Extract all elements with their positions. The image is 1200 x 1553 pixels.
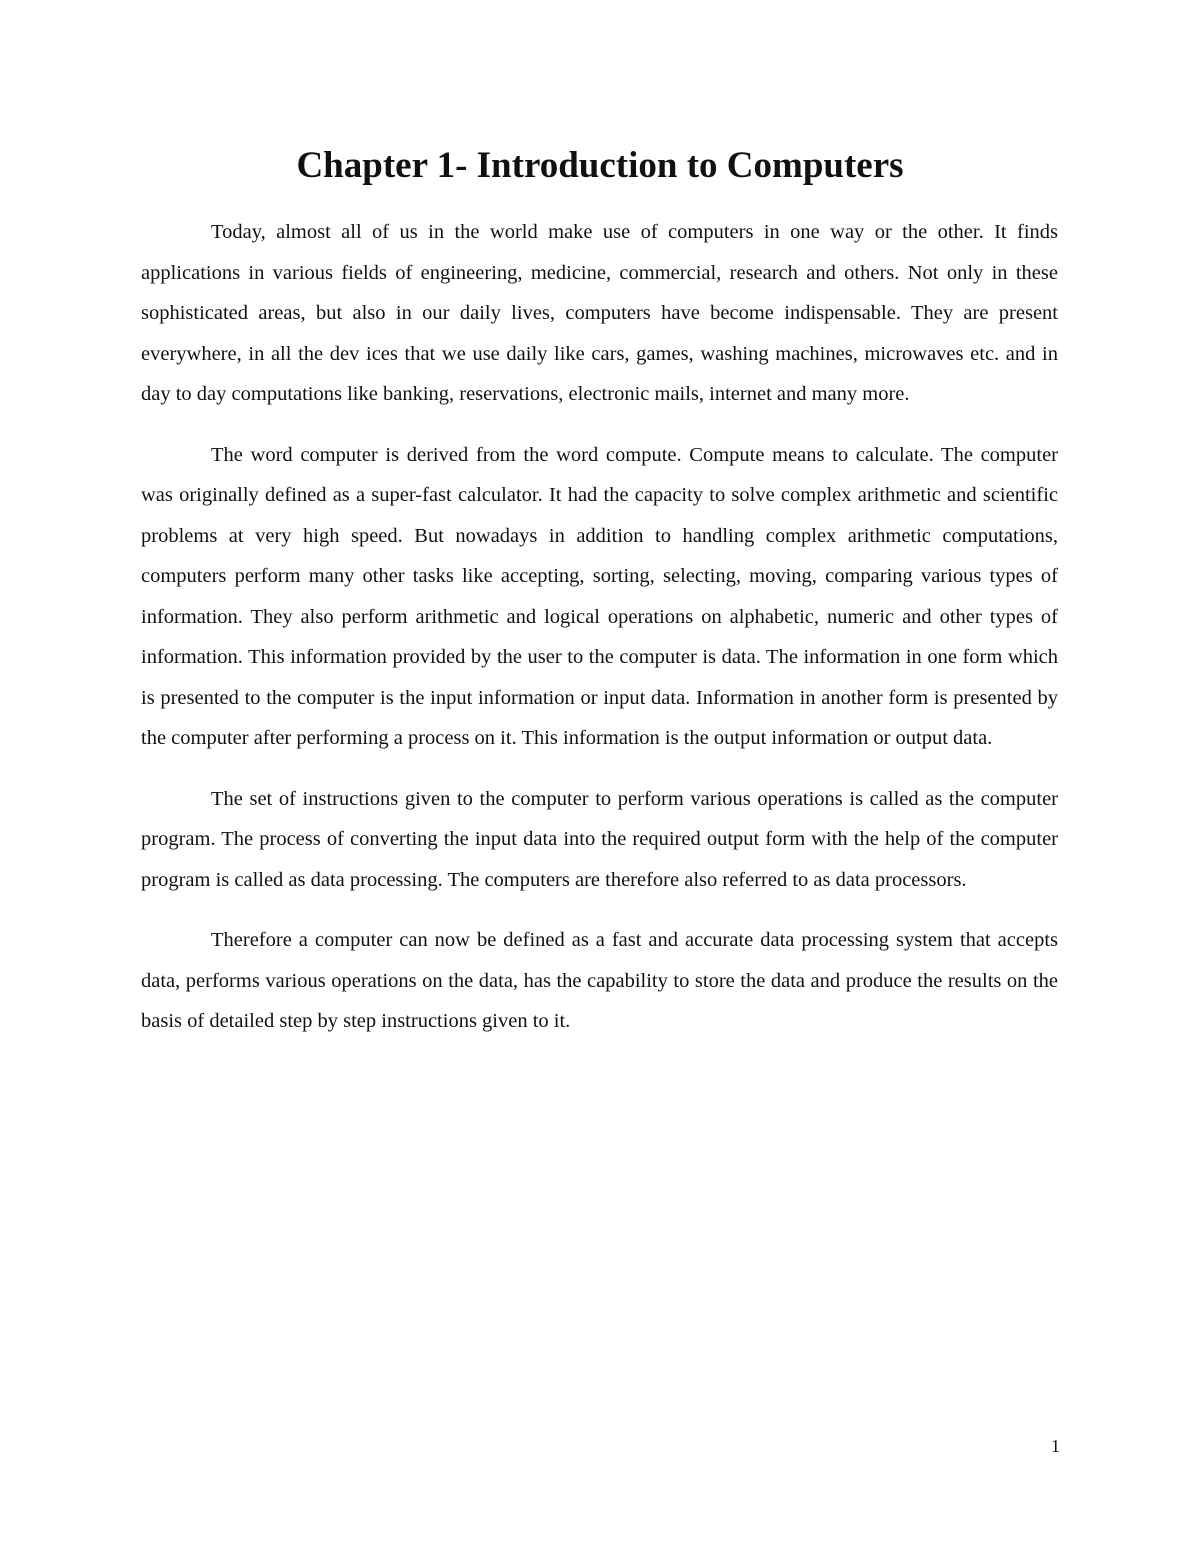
- chapter-title: Chapter 1- Introduction to Computers: [296, 145, 904, 186]
- page-number: 1: [1051, 1436, 1060, 1456]
- paragraph-1: Today, almost all of us in the world make use of computers in one way or the other. It finds applications in various fields of engineering, medicine, commercial, research and others. Not only in these sophisticated areas, but also in our daily lives, computers have become indispensable. They are present everywhere, in all the dev ices that we use daily like cars, games, washing machines, microwaves etc. and in day to day computations like banking, reservations, electronic mails, internet and many more.: [141, 221, 1058, 405]
- paragraph-2: The word computer is derived from the word compute. Compute means to calculate. The computer was originally defined as a super-fast calculator. It had the capacity to solve complex arithmetic and scientific problems at very high speed. But nowadays in addition to handling complex arithmetic computations, computers perform many other tasks like accepting, sorting, selecting, moving, comparing various types of information. They also perform arithmetic and logical operations on alphabetic, numeric and other types of information. This information provided by the user to the computer is data. The information in one form which is presented to the computer is the input information or input data. Information in another form is presented by the computer after performing a process on it. This information is the output information or output data.: [141, 443, 1058, 749]
- paragraph-3: The set of instructions given to the computer to perform various operations is called as the computer program. The process of converting the input data into the required output form with the help of the computer program is called as data processing. The computers are therefore also referred to as data processors.: [141, 787, 1058, 891]
- paragraph-4: Therefore a computer can now be defined as a fast and accurate data processing system that accepts data, performs various operations on the data, has the capability to store the data and produce the results on the basis of detailed step by step instructions given to it.: [141, 929, 1058, 1032]
- chapter-body: [141, 212, 1058, 1062]
